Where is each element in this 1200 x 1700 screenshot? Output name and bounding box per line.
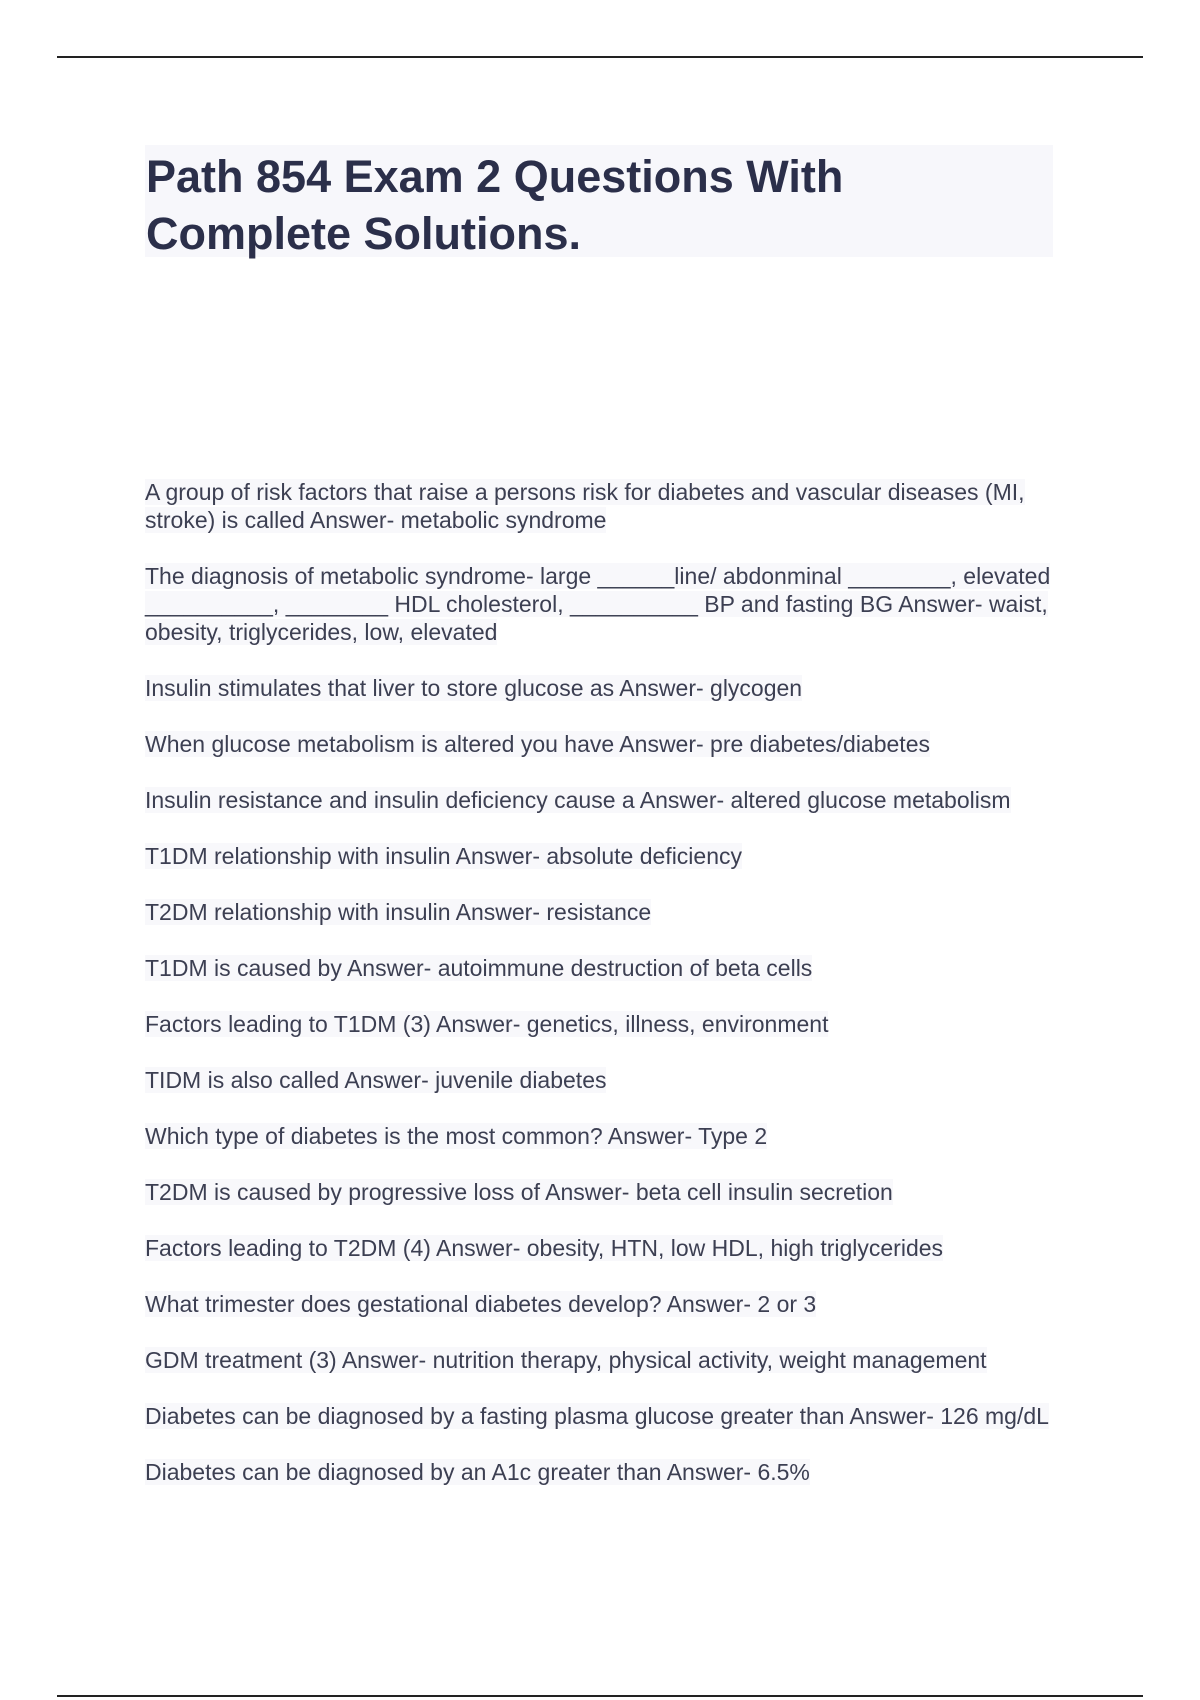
- title-line-2: Complete Solutions.: [146, 208, 582, 259]
- qa-text: Which type of diabetes is the most common? Answer- Type 2: [145, 1123, 768, 1149]
- qa-item-10: [145, 1066, 1055, 1094]
- title-block: [145, 145, 1053, 257]
- document-title: [145, 145, 1053, 262]
- qa-text: A group of risk factors that raise a persons risk for diabetes and vascular diseases (MI, stroke) is called Answer- metabolic syndrome: [145, 479, 1025, 533]
- qa-item-1: [145, 478, 1055, 534]
- qa-text: T2DM is caused by progressive loss of Answer- beta cell insulin secretion: [145, 1179, 893, 1205]
- qa-text: T2DM relationship with insulin Answer- resistance: [145, 899, 652, 925]
- qa-item-7: [145, 898, 1055, 926]
- qa-item-3: [145, 674, 1055, 702]
- qa-text: Diabetes can be diagnosed by a fasting plasma glucose greater than Answer- 126 mg/dL: [145, 1403, 1049, 1429]
- qa-text: What trimester does gestational diabetes develop? Answer- 2 or 3: [145, 1291, 817, 1317]
- qa-item-4: [145, 730, 1055, 758]
- top-divider: [57, 56, 1143, 58]
- qa-text: Diabetes can be diagnosed by an A1c greater than Answer- 6.5%: [145, 1459, 810, 1485]
- qa-text: The diagnosis of metabolic syndrome- large ______line/ abdonminal ________, elevated __________, ________ HDL cholesterol, __________ BP and fasting BG Answer- waist, obesity, triglycerides, low, elevated: [145, 563, 1051, 645]
- qa-item-5: [145, 786, 1055, 814]
- qa-item-15: [145, 1346, 1055, 1374]
- qa-item-14: [145, 1290, 1055, 1318]
- qa-text: When glucose metabolism is altered you have Answer- pre diabetes/diabetes: [145, 731, 930, 757]
- qa-item-11: [145, 1122, 1055, 1150]
- qa-text: Factors leading to T2DM (4) Answer- obesity, HTN, low HDL, high triglycerides: [145, 1235, 944, 1261]
- qa-item-16: [145, 1402, 1055, 1430]
- bottom-divider: [57, 1695, 1143, 1697]
- qa-text: Factors leading to T1DM (3) Answer- genetics, illness, environment: [145, 1011, 829, 1037]
- title-line-1: Path 854 Exam 2 Questions With: [146, 151, 844, 202]
- qa-text: T1DM is caused by Answer- autoimmune destruction of beta cells: [145, 955, 813, 981]
- qa-item-12: [145, 1178, 1055, 1206]
- qa-item-13: [145, 1234, 1055, 1262]
- question-answer-list: [145, 478, 1055, 1514]
- qa-item-6: [145, 842, 1055, 870]
- qa-item-2: [145, 562, 1055, 646]
- qa-item-8: [145, 954, 1055, 982]
- qa-text: TIDM is also called Answer- juvenile diabetes: [145, 1067, 607, 1093]
- qa-text: GDM treatment (3) Answer- nutrition therapy, physical activity, weight management: [145, 1347, 987, 1373]
- qa-item-9: [145, 1010, 1055, 1038]
- qa-text: T1DM relationship with insulin Answer- absolute deficiency: [145, 843, 743, 869]
- qa-item-17: [145, 1458, 1055, 1486]
- qa-text: Insulin resistance and insulin deficiency cause a Answer- altered glucose metabolism: [145, 787, 1011, 813]
- qa-text: Insulin stimulates that liver to store glucose as Answer- glycogen: [145, 675, 803, 701]
